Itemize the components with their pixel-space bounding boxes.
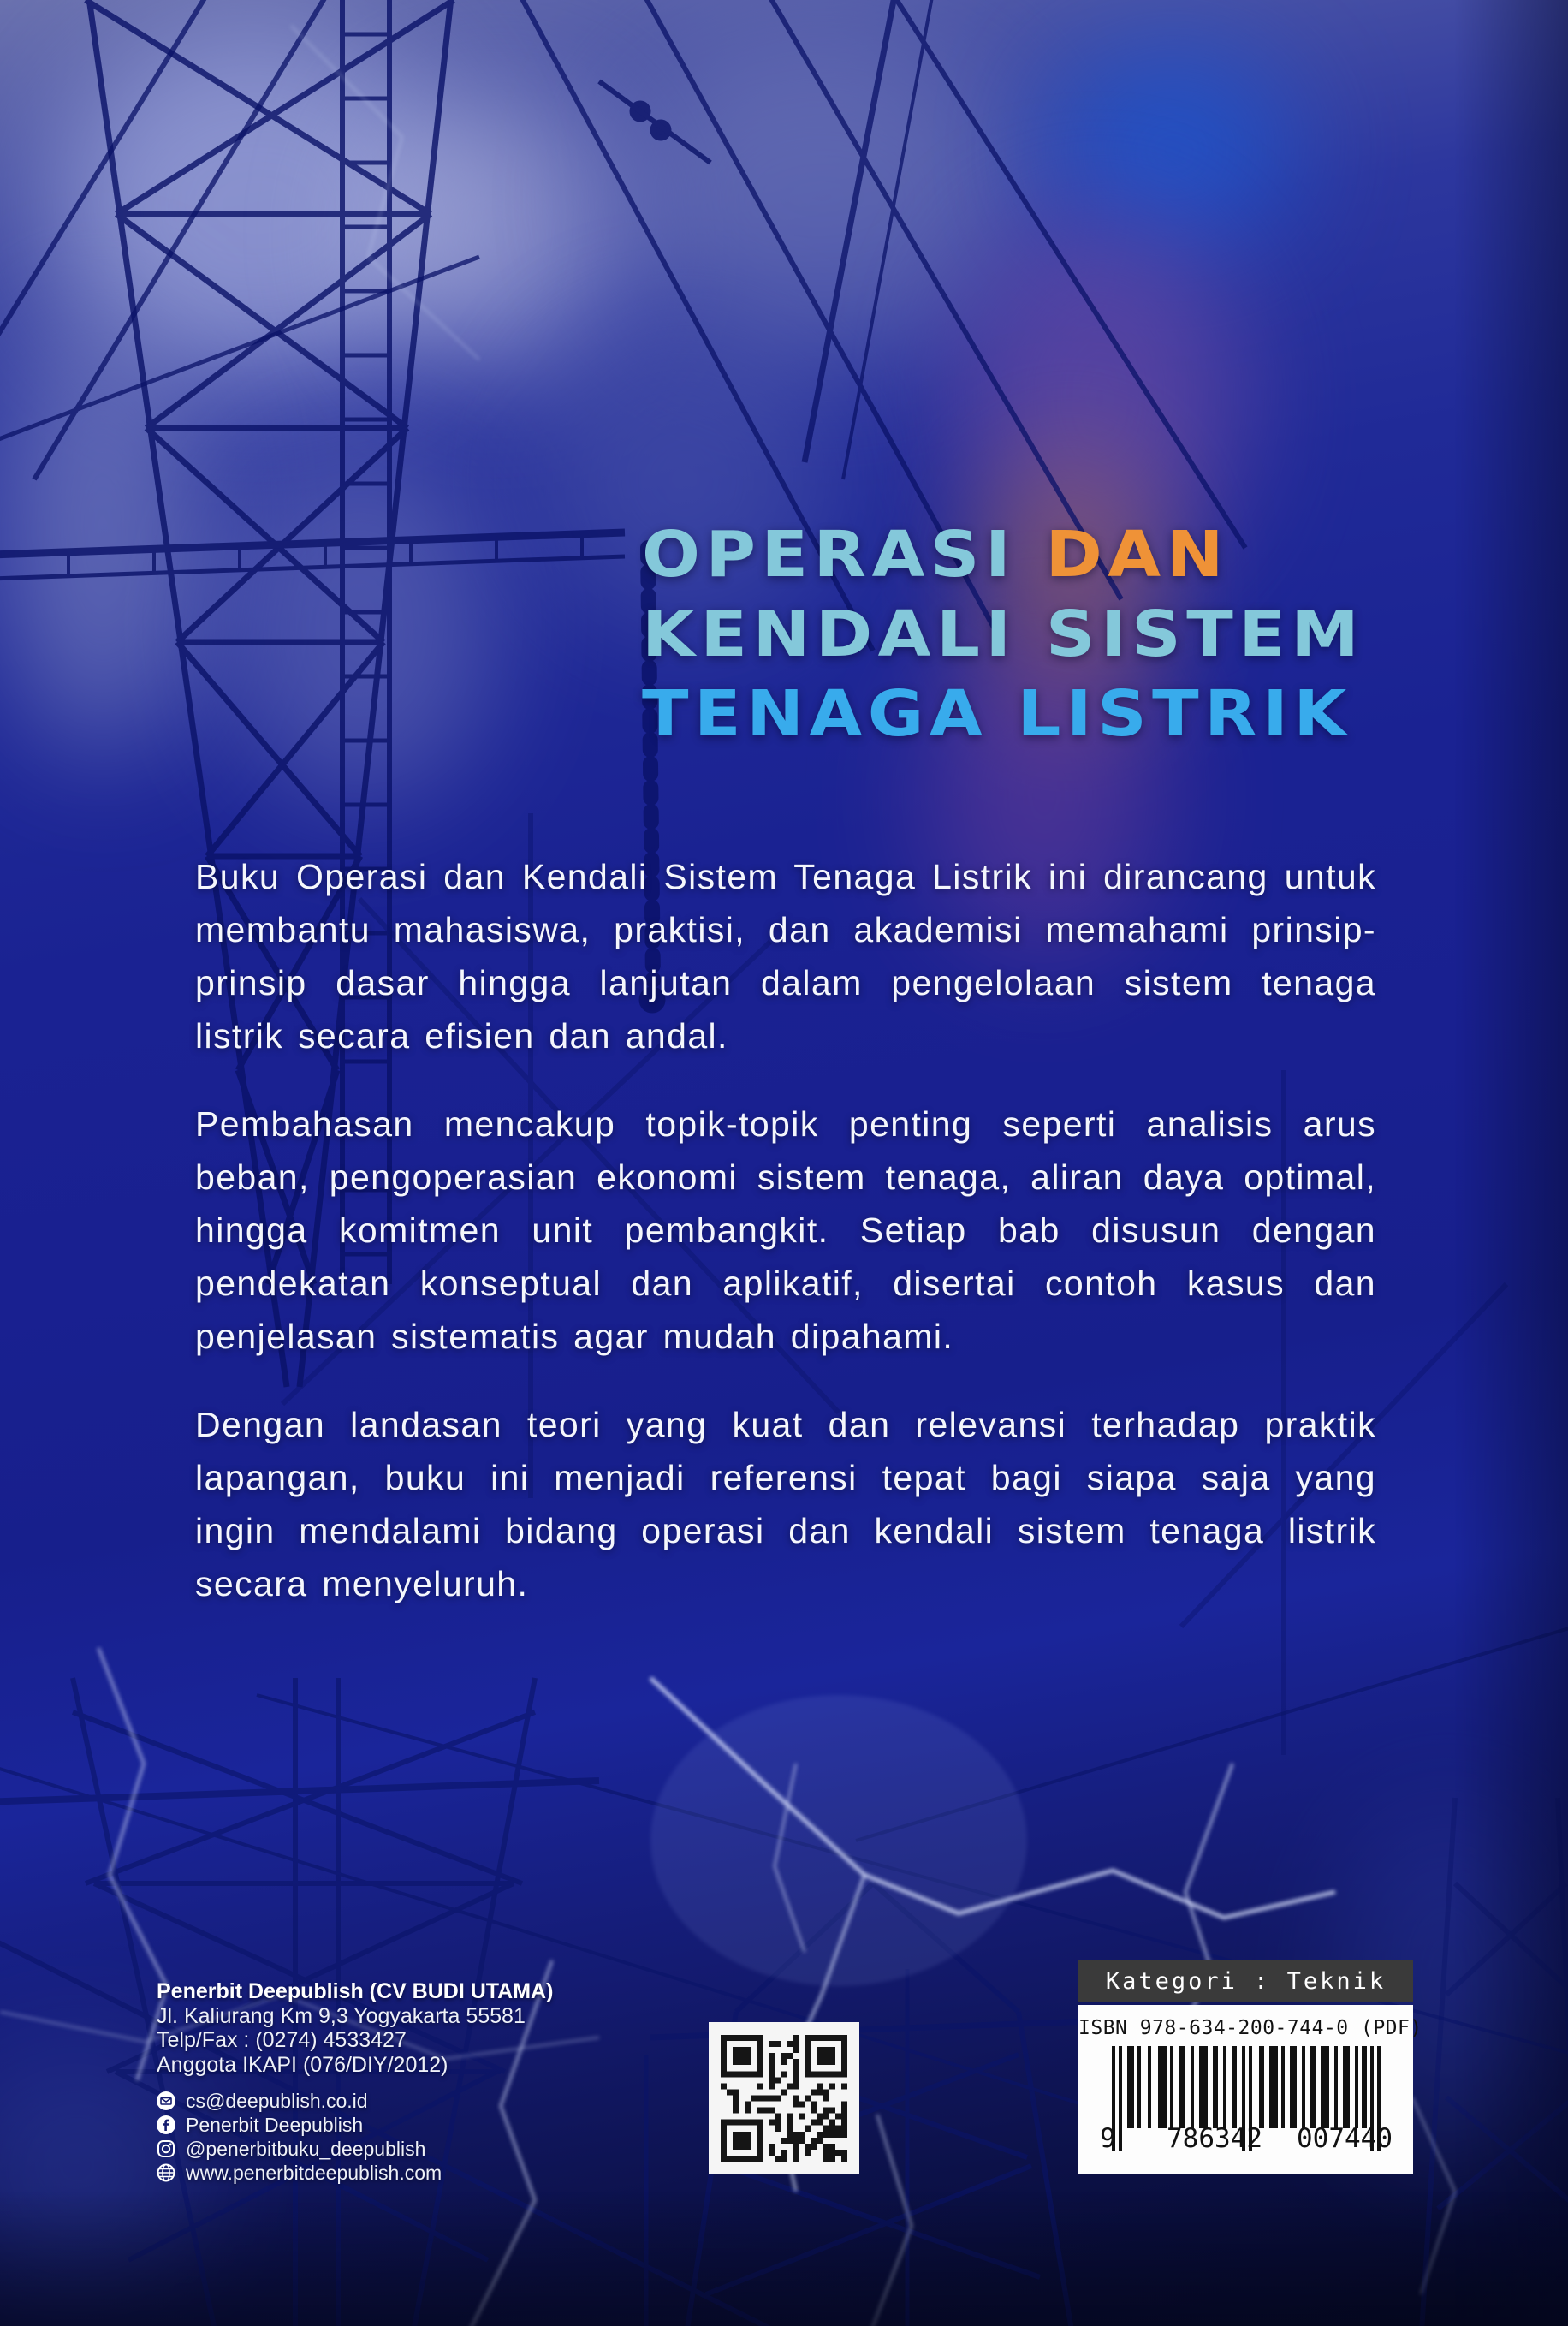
title-line-1 [642, 515, 1364, 595]
qr-code [709, 2022, 859, 2174]
right-edge-shadow [1455, 0, 1568, 2326]
isbn-digit-group: 9 [1100, 2123, 1116, 2154]
publisher-address: Jl. Kaliurang Km 9,3 Yogyakarta 55581 [157, 2003, 526, 2028]
contact-website-label: www.penerbitdeepublish.com [186, 2161, 442, 2184]
title-line-2: KENDALI SISTEM [642, 598, 1365, 671]
contact-facebook [157, 2113, 553, 2137]
title-line-3: TENAGA LISTRIK [642, 677, 1352, 751]
book-title [642, 515, 1364, 754]
contact-instagram [157, 2137, 553, 2161]
isbn-number: ISBN 978-634-200-744-0 (PDF) [1078, 2017, 1422, 2039]
email-icon [157, 2091, 175, 2110]
publisher-contacts [157, 2089, 553, 2185]
contact-email-label: cs@deepublish.co.id [186, 2089, 368, 2112]
publisher-info [157, 1979, 553, 2185]
publisher-phone: Telp/Fax : (0274) 4533427 [157, 2028, 407, 2052]
publisher-name: Penerbit Deepublish (CV BUDI UTAMA) [157, 1979, 554, 2003]
synopsis-paragraph-3: Dengan landasan teori yang kuat dan relevansi terhadap praktik lapangan, buku ini menjadi referensi tepat bagi siapa saja yang ingin mendalami bidang operasi dan kendali sistem tenaga listrik secara menyeluruh. [195, 1405, 1376, 1603]
isbn-digit-group: 786342 [1167, 2123, 1262, 2154]
bottom-vignette [0, 2192, 1568, 2326]
synopsis-paragraph-1: Buku Operasi dan Kendali Sistem Tenaga Listrik ini dirancang untuk membantu mahasiswa, praktisi, dan akademisi memahami prinsip-prinsip dasar hingga lanjutan dalam pengelolaan sistem tenaga listrik secara efisien dan andal. [195, 857, 1376, 1056]
instagram-icon [157, 2139, 175, 2158]
synopsis [195, 850, 1376, 1645]
isbn-digits [1098, 2123, 1393, 2157]
contact-website [157, 2161, 553, 2185]
title-line1-primary: OPERASI [642, 518, 1046, 592]
facebook-icon [157, 2115, 175, 2134]
qr-code-modules [721, 2035, 847, 2162]
globe-icon [157, 2163, 175, 2182]
contact-facebook-label: Penerbit Deepublish [186, 2113, 364, 2136]
isbn-barcode-box [1078, 2005, 1422, 2174]
publisher-membership: Anggota IKAPI (076/DIY/2012) [157, 2052, 448, 2077]
title-line1-accent: DAN [1045, 518, 1230, 592]
category-label: Kategori : Teknik [1105, 1968, 1387, 1995]
contact-email [157, 2089, 553, 2113]
synopsis-paragraph-2: Pembahasan mencakup topik-topik penting seperti analisis arus beban, pengoperasian ekonomi sistem tenaga, aliran daya optimal, hingga komitmen unit pembangkit. Setiap bab disusun dengan pendekatan konseptual dan aplikatif, disertai contoh kasus dan penjelasan sistematis agar mudah dipahami. [195, 1104, 1376, 1356]
contact-instagram-label: @penerbitbuku_deepublish [186, 2137, 426, 2160]
category-badge [1078, 1960, 1413, 2002]
isbn-digit-group: 007440 [1297, 2123, 1393, 2154]
